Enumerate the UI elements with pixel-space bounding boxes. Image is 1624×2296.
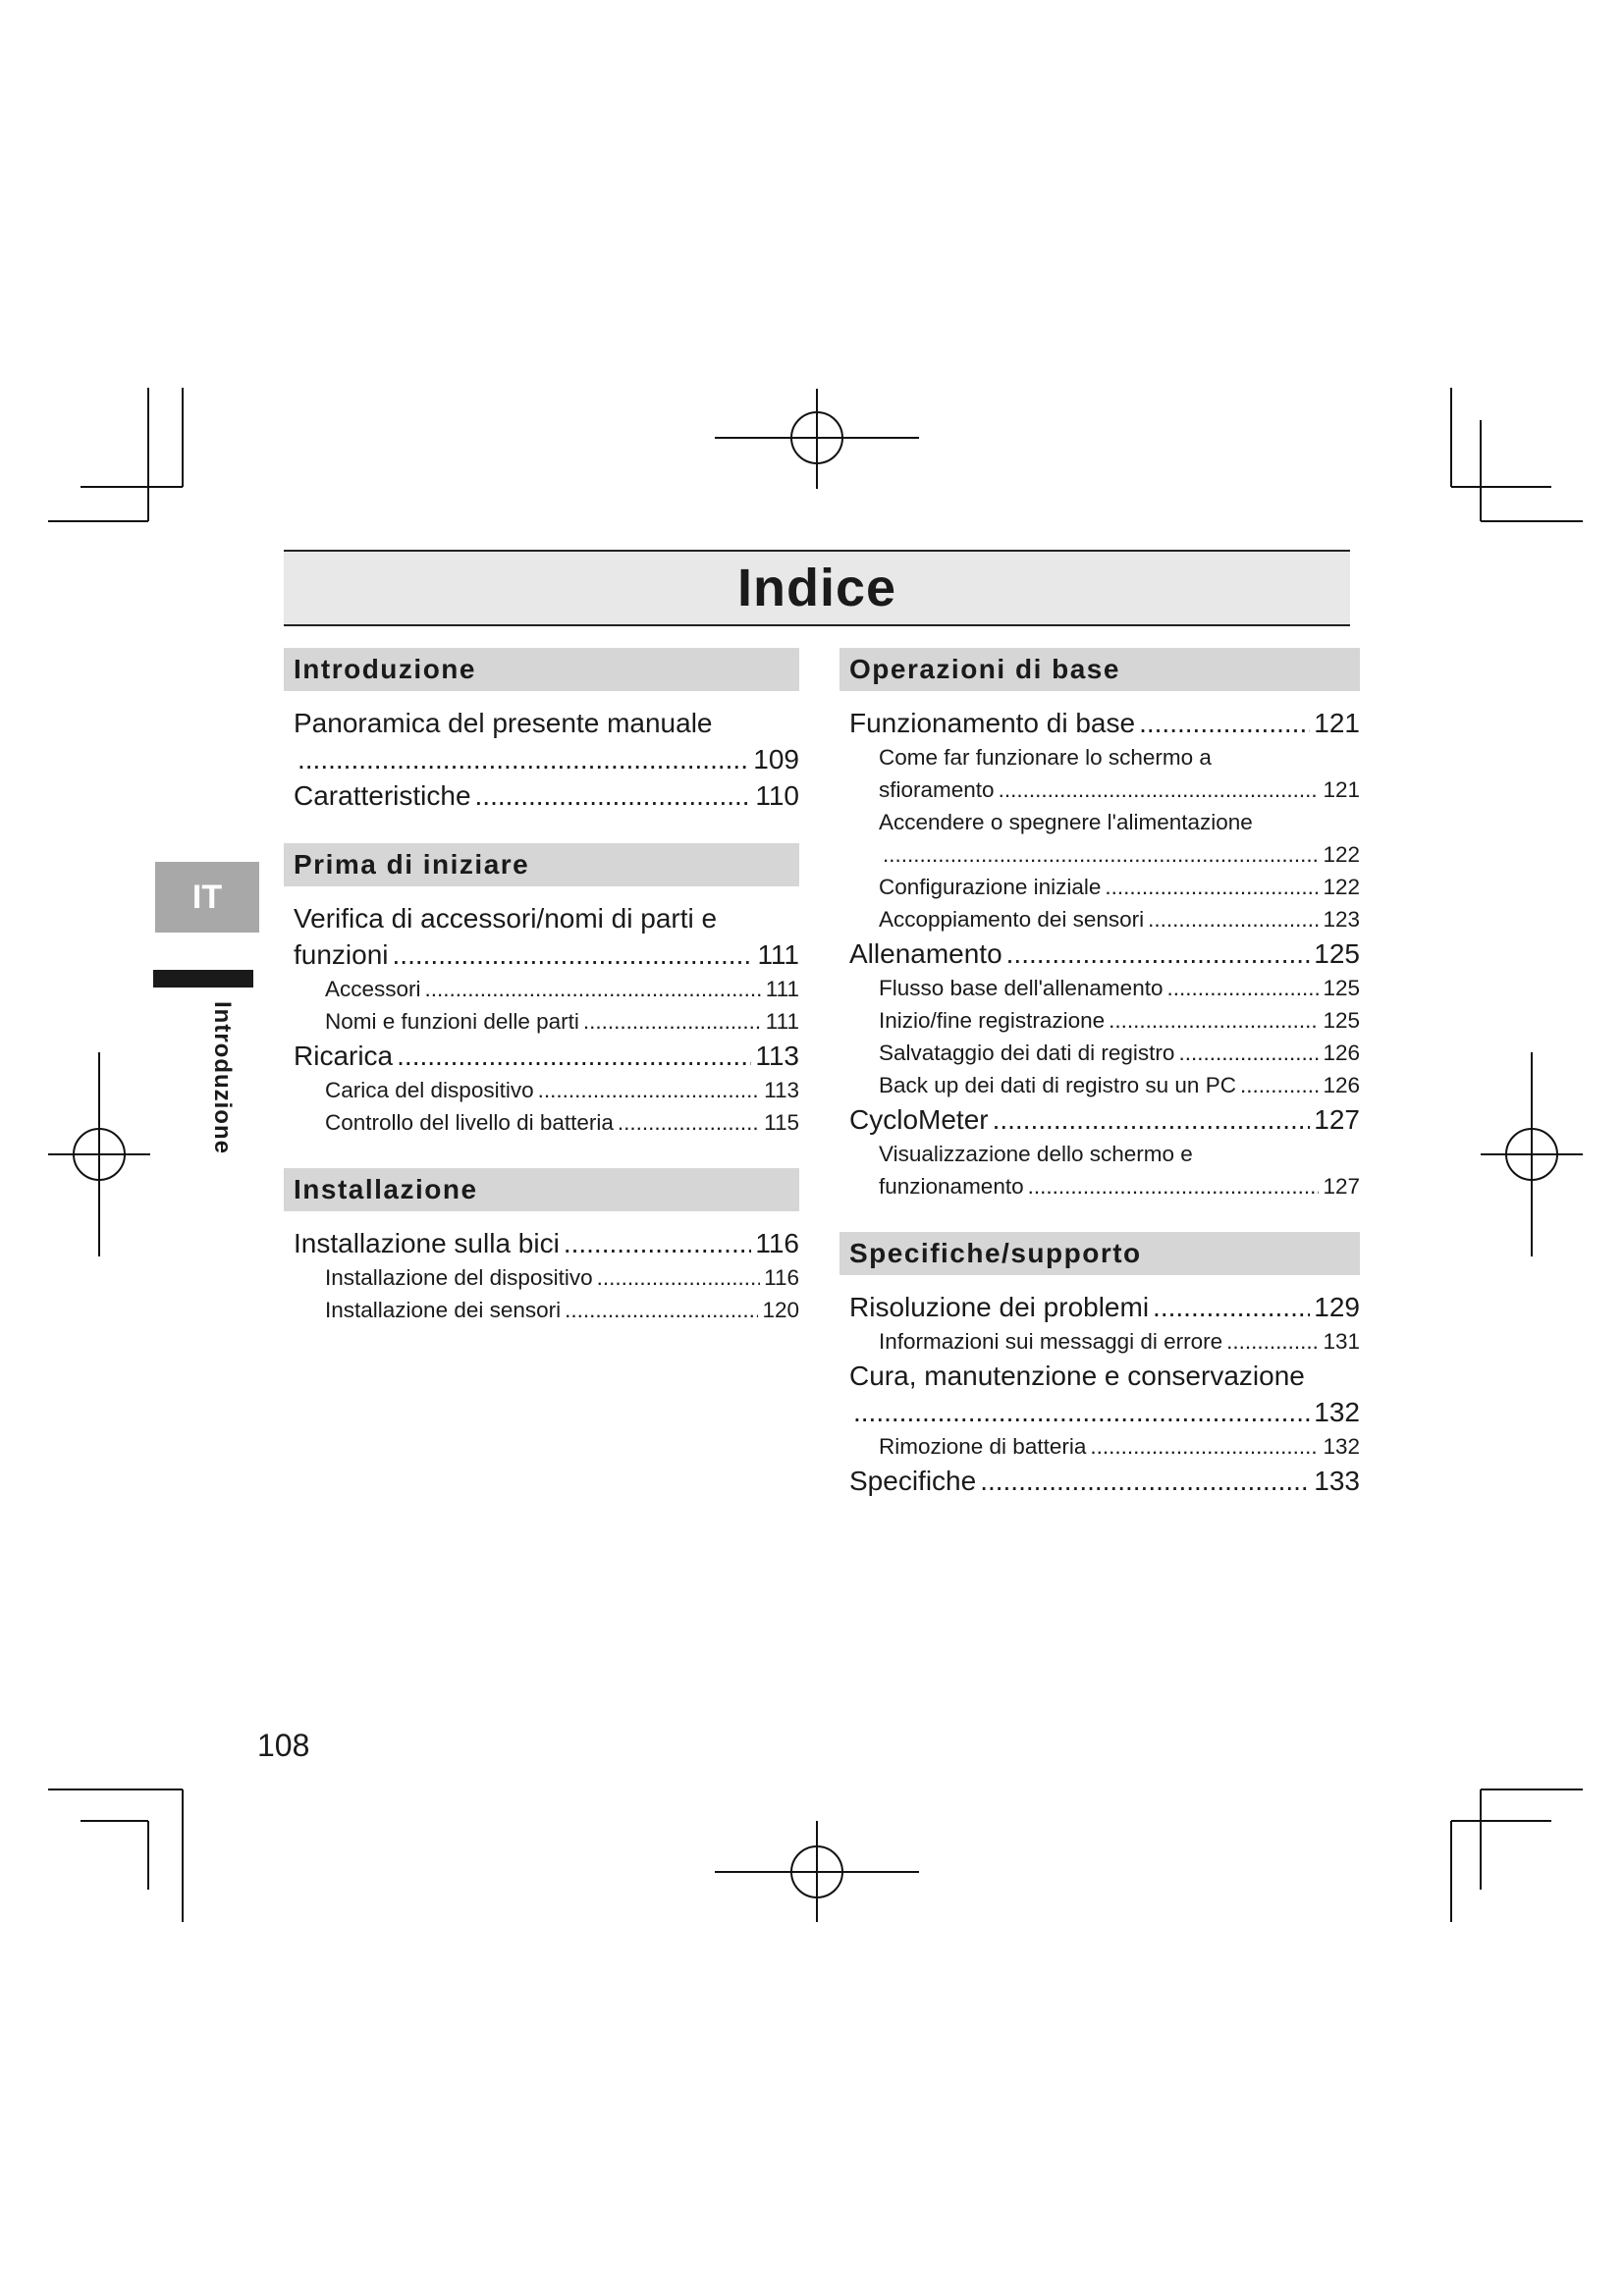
toc-subentry[interactable]: [839, 1170, 1360, 1202]
toc-subentry[interactable]: [839, 972, 1360, 1004]
toc-label: Carica del dispositivo: [325, 1078, 534, 1102]
toc-page: 127: [1314, 1104, 1360, 1135]
leader-dots: [298, 741, 749, 777]
leader-dots: [1028, 1170, 1320, 1202]
toc-label: Allenamento: [849, 938, 1002, 969]
toc-subentry[interactable]: [839, 1325, 1360, 1358]
leader-dots: [1153, 1289, 1310, 1325]
leader-dots: [1006, 935, 1311, 972]
leader-dots: [993, 1101, 1311, 1138]
toc-page: 111: [757, 939, 799, 970]
toc-left-column: [284, 648, 799, 1326]
toc-entry[interactable]: [839, 935, 1360, 972]
registration-mark-left: [48, 1052, 150, 1256]
toc-page: 131: [1323, 1329, 1360, 1354]
toc-entry[interactable]: [284, 741, 799, 777]
toc-label: Rimozione di batteria: [879, 1434, 1087, 1459]
toc-page: 127: [1323, 1174, 1360, 1199]
toc-subentry-text: Accendere o spegnere l'alimentazione: [879, 810, 1253, 834]
toc-label: Installazione sulla bici: [294, 1228, 560, 1258]
toc-entry[interactable]: [839, 1289, 1360, 1325]
leader-dots: [1090, 1430, 1319, 1463]
toc-subentry[interactable]: [284, 1005, 799, 1038]
toc-label: Informazioni sui messaggi di errore: [879, 1329, 1223, 1354]
toc-page: 133: [1314, 1466, 1360, 1496]
toc-subentry[interactable]: [284, 973, 799, 1005]
toc-entry-text: Verifica di accessori/nomi di parti e: [294, 903, 718, 934]
side-marker-bar: [153, 970, 253, 988]
toc-page: 116: [764, 1265, 799, 1290]
side-section-label: Introduzione: [209, 1001, 236, 1154]
leader-dots: [1178, 1037, 1319, 1069]
toc-page: 115: [764, 1110, 799, 1135]
toc-entry[interactable]: [284, 1225, 799, 1261]
toc-subentry[interactable]: [839, 838, 1360, 871]
toc-page: 116: [755, 1228, 799, 1258]
leader-dots: [565, 1294, 758, 1326]
toc-page: 110: [755, 780, 799, 811]
toc-label: Inizio/fine registrazione: [879, 1008, 1106, 1033]
leader-dots: [538, 1074, 761, 1106]
toc-subentry[interactable]: [839, 1037, 1360, 1069]
toc-label: Controllo del livello di batteria: [325, 1110, 614, 1135]
toc-page: 109: [753, 744, 799, 774]
toc-page: 113: [755, 1041, 799, 1071]
toc-entry[interactable]: [284, 1038, 799, 1074]
toc-subentry[interactable]: [839, 1004, 1360, 1037]
leader-dots: [1226, 1325, 1319, 1358]
toc-label: Flusso base dell'allenamento: [879, 976, 1164, 1000]
toc-label: Salvataggio dei dati di registro: [879, 1041, 1175, 1065]
toc-label: Installazione del dispositivo: [325, 1265, 593, 1290]
toc-subentry[interactable]: [839, 1430, 1360, 1463]
section-heading-prima-di-iniziare: Prima di iniziare: [284, 843, 799, 886]
leader-dots: [475, 777, 752, 814]
toc-label: Risoluzione dei problemi: [849, 1292, 1150, 1322]
toc-page: 125: [1323, 1008, 1360, 1033]
leader-dots: [1166, 972, 1319, 1004]
leader-dots: [1105, 871, 1319, 903]
leader-dots: [1148, 903, 1319, 935]
toc-entry[interactable]: [839, 1463, 1360, 1499]
leader-dots: [597, 1261, 760, 1294]
toc-right-column: [839, 648, 1360, 1499]
toc-page: 111: [765, 1009, 799, 1034]
toc-label: funzionamento: [879, 1174, 1024, 1199]
toc-entry[interactable]: [284, 936, 799, 973]
toc-label: CycloMeter: [849, 1104, 989, 1135]
toc-page: 125: [1323, 976, 1360, 1000]
toc-label: Accoppiamento dei sensori: [879, 907, 1145, 932]
registration-mark-bottom: [715, 1821, 919, 1922]
leader-dots: [1139, 705, 1310, 741]
toc-label: Nomi e funzioni delle parti: [325, 1009, 579, 1034]
toc-subentry[interactable]: [284, 1294, 799, 1326]
toc-subentry[interactable]: [284, 1074, 799, 1106]
leader-dots: [999, 774, 1320, 806]
leader-dots: [425, 973, 762, 1005]
toc-label: Accessori: [325, 977, 421, 1001]
toc-label: Caratteristiche: [294, 780, 471, 811]
toc-subentry[interactable]: [839, 774, 1360, 806]
toc-label: funzioni: [294, 939, 389, 970]
toc-page: 111: [765, 977, 799, 1001]
toc-subentry-text: Visualizzazione dello schermo e: [879, 1142, 1193, 1166]
leader-dots: [1240, 1069, 1320, 1101]
section-heading-operazioni-di-base: Operazioni di base: [839, 648, 1360, 691]
language-tab: IT: [155, 862, 259, 933]
toc-subentry-text: Come far funzionare lo schermo a: [879, 745, 1212, 770]
toc-page: 122: [1323, 842, 1360, 867]
toc-label: Configurazione iniziale: [879, 875, 1102, 899]
toc-page: 132: [1323, 1434, 1360, 1459]
registration-mark-right: [1481, 1052, 1583, 1256]
section-heading-installazione: Installazione: [284, 1168, 799, 1211]
toc-page: 122: [1323, 875, 1360, 899]
toc-page: 126: [1323, 1073, 1360, 1097]
toc-entry[interactable]: [839, 1394, 1360, 1430]
toc-label: Back up dei dati di registro su un PC: [879, 1073, 1236, 1097]
toc-subentry[interactable]: [839, 1069, 1360, 1101]
leader-dots: [1109, 1004, 1319, 1037]
leader-dots: [980, 1463, 1310, 1499]
leader-dots: [883, 838, 1319, 871]
leader-dots: [583, 1005, 762, 1038]
toc-label: Ricarica: [294, 1041, 394, 1071]
toc-subentry[interactable]: [839, 903, 1360, 935]
leader-dots: [618, 1106, 760, 1139]
toc-page: 125: [1314, 938, 1360, 969]
toc-entry-text: Panoramica del presente manuale: [294, 708, 713, 738]
toc-entry[interactable]: [839, 705, 1360, 741]
leader-dots: [397, 1038, 751, 1074]
section-heading-introduzione: Introduzione: [284, 648, 799, 691]
toc-page: 121: [1323, 777, 1360, 802]
leader-dots: [564, 1225, 752, 1261]
toc-subentry[interactable]: [284, 1106, 799, 1139]
toc-label: Funzionamento di base: [849, 708, 1136, 738]
toc-page: 126: [1323, 1041, 1360, 1065]
toc-page: 123: [1323, 907, 1360, 932]
toc-entry[interactable]: [284, 777, 799, 814]
page-title: Indice: [284, 550, 1350, 626]
toc-subentry[interactable]: [284, 1261, 799, 1294]
page-number: 108: [257, 1728, 310, 1763]
toc-page: 113: [764, 1078, 799, 1102]
toc-page: 121: [1314, 708, 1360, 738]
toc-label: Installazione dei sensori: [325, 1298, 562, 1322]
toc-entry-text: Cura, manutenzione e conservazione: [849, 1361, 1305, 1391]
registration-mark-top: [715, 389, 919, 489]
toc-entry[interactable]: [839, 1101, 1360, 1138]
toc-page: 120: [762, 1298, 799, 1322]
toc-page: 132: [1314, 1397, 1360, 1427]
leader-dots: [853, 1394, 1310, 1430]
toc-subentry[interactable]: [839, 871, 1360, 903]
toc-label: Specifiche: [849, 1466, 977, 1496]
toc-page: 129: [1314, 1292, 1360, 1322]
toc-label: sfioramento: [879, 777, 995, 802]
section-heading-specifiche-supporto: Specifiche/supporto: [839, 1232, 1360, 1275]
leader-dots: [393, 936, 754, 973]
